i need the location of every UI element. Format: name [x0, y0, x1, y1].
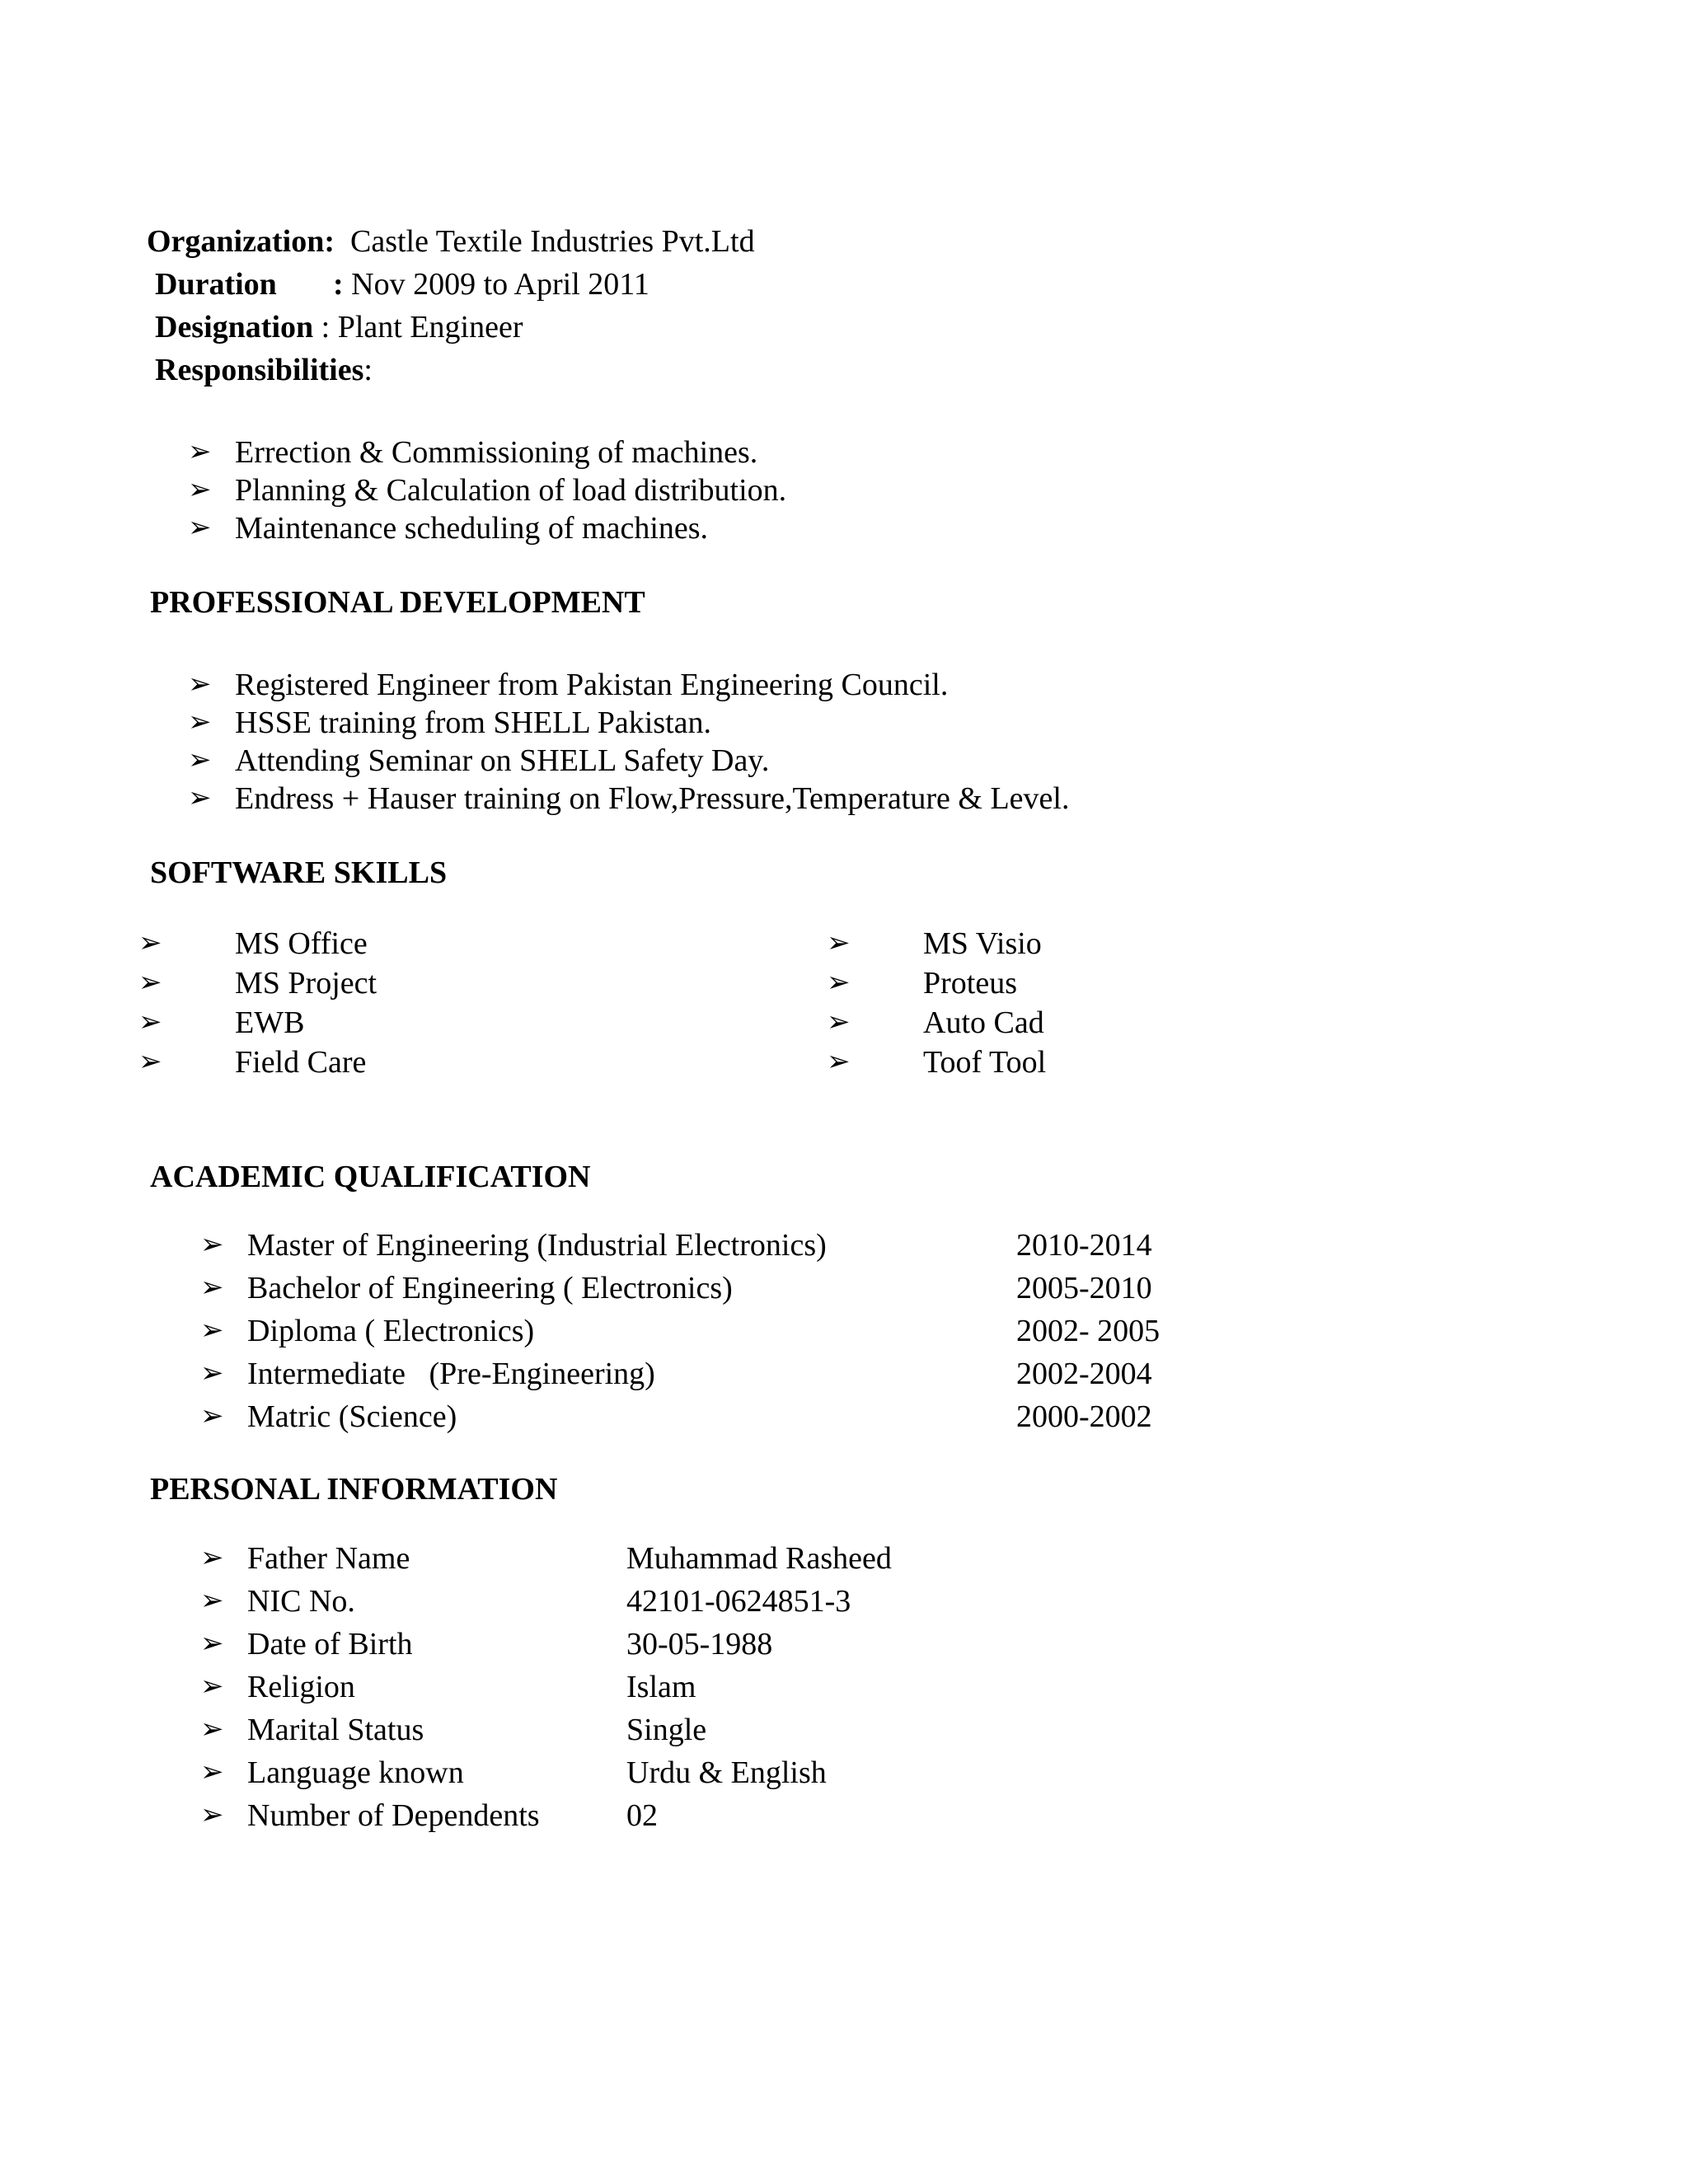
arrow-bullet-icon: ➢	[138, 968, 162, 998]
personal-label: Father Name	[247, 1541, 410, 1576]
academic-years: 2000-2002	[1016, 1399, 1152, 1434]
arrow-bullet-icon: ➢	[188, 475, 212, 505]
software-skill-item: Proteus	[923, 966, 1017, 1001]
academic-years: 2010-2014	[1016, 1228, 1152, 1263]
personal-label: Language known	[247, 1755, 464, 1790]
responsibilities-line	[155, 351, 373, 389]
professional-development-heading: PROFESSIONAL DEVELOPMENT	[150, 585, 645, 620]
arrow-bullet-icon: ➢	[138, 1007, 162, 1038]
arrow-bullet-icon: ➢	[188, 513, 212, 543]
academic-degree: Intermediate (Pre-Engineering)	[247, 1357, 655, 1391]
development-item: Endress + Hauser training on Flow,Pressure,Temperature & Level.	[235, 781, 1070, 816]
arrow-bullet-icon: ➢	[200, 1543, 224, 1573]
arrow-bullet-icon: ➢	[827, 1047, 851, 1077]
academic-degree: Diploma ( Electronics)	[247, 1314, 535, 1348]
personal-label: Date of Birth	[247, 1627, 413, 1661]
software-skill-item: MS Visio	[923, 926, 1042, 961]
designation-label: Designation	[155, 310, 314, 344]
academic-degree: Bachelor of Engineering ( Electronics)	[247, 1271, 733, 1305]
duration-value-line	[333, 265, 649, 303]
duration-label: Duration	[155, 267, 277, 302]
arrow-bullet-icon: ➢	[188, 437, 212, 467]
designation-line	[155, 308, 523, 346]
software-skill-item: MS Project	[235, 966, 377, 1001]
software-skill-item: MS Office	[235, 926, 368, 961]
arrow-bullet-icon: ➢	[200, 1757, 224, 1788]
arrow-bullet-icon: ➢	[200, 1358, 224, 1389]
arrow-bullet-icon: ➢	[200, 1714, 224, 1745]
software-skill-item: EWB	[235, 1005, 305, 1040]
arrow-bullet-icon: ➢	[138, 928, 162, 958]
personal-label: Number of Dependents	[247, 1798, 540, 1833]
personal-label: NIC No.	[247, 1584, 355, 1619]
personal-value: Urdu & English	[626, 1755, 827, 1790]
arrow-bullet-icon: ➢	[200, 1586, 224, 1616]
arrow-bullet-icon: ➢	[200, 1629, 224, 1659]
arrow-bullet-icon: ➢	[827, 1007, 851, 1038]
academic-years: 2002-2004	[1016, 1357, 1152, 1391]
organization-value: Castle Textile Industries Pvt.Ltd	[349, 224, 755, 259]
academic-degree: Matric (Science)	[247, 1399, 457, 1434]
responsibility-item: Errection & Commissioning of machines.	[235, 435, 758, 470]
arrow-bullet-icon: ➢	[138, 1047, 162, 1077]
software-skill-item: Toof Tool	[923, 1045, 1047, 1080]
arrow-bullet-icon: ➢	[188, 745, 212, 776]
duration-colon: :	[333, 267, 344, 302]
personal-value: 30-05-1988	[626, 1627, 773, 1661]
arrow-bullet-icon: ➢	[188, 707, 212, 738]
responsibilities-label: Responsibilities	[155, 353, 364, 387]
arrow-bullet-icon: ➢	[827, 968, 851, 998]
arrow-bullet-icon: ➢	[188, 669, 212, 700]
development-item: Registered Engineer from Pakistan Engineering Council.	[235, 668, 949, 702]
personal-value: 02	[626, 1798, 658, 1833]
duration-value: Nov 2009 to April 2011	[351, 267, 649, 302]
designation-value: : Plant Engineer	[321, 310, 523, 344]
arrow-bullet-icon: ➢	[200, 1800, 224, 1830]
personal-label: Religion	[247, 1670, 355, 1704]
academic-degree: Master of Engineering (Industrial Electronics)	[247, 1228, 827, 1263]
development-item: HSSE training from SHELL Pakistan.	[235, 705, 712, 740]
responsibilities-colon: :	[363, 353, 373, 387]
academic-qualification-heading: ACADEMIC QUALIFICATION	[150, 1160, 591, 1194]
responsibility-item: Planning & Calculation of load distribution.	[235, 473, 787, 508]
arrow-bullet-icon: ➢	[200, 1401, 224, 1432]
software-skill-item: Auto Cad	[923, 1005, 1044, 1040]
arrow-bullet-icon: ➢	[200, 1671, 224, 1702]
academic-years: 2005-2010	[1016, 1271, 1152, 1305]
academic-years: 2002- 2005	[1016, 1314, 1160, 1348]
arrow-bullet-icon: ➢	[200, 1272, 224, 1303]
responsibility-item: Maintenance scheduling of machines.	[235, 511, 709, 546]
software-skills-heading: SOFTWARE SKILLS	[150, 855, 448, 890]
development-item: Attending Seminar on SHELL Safety Day.	[235, 743, 770, 778]
software-skill-item: Field Care	[235, 1045, 367, 1080]
arrow-bullet-icon: ➢	[200, 1230, 224, 1260]
organization-line	[147, 223, 755, 260]
arrow-bullet-icon: ➢	[200, 1315, 224, 1346]
personal-value: 42101-0624851-3	[626, 1584, 851, 1619]
duration-line	[155, 265, 277, 303]
personal-value: Islam	[626, 1670, 696, 1704]
personal-value: Muhammad Rasheed	[626, 1541, 892, 1576]
arrow-bullet-icon: ➢	[827, 928, 851, 958]
organization-label: Organization:	[147, 224, 335, 259]
personal-information-heading: PERSONAL INFORMATION	[150, 1472, 558, 1507]
arrow-bullet-icon: ➢	[188, 783, 212, 813]
personal-label: Marital Status	[247, 1713, 424, 1747]
personal-value: Single	[626, 1713, 707, 1747]
